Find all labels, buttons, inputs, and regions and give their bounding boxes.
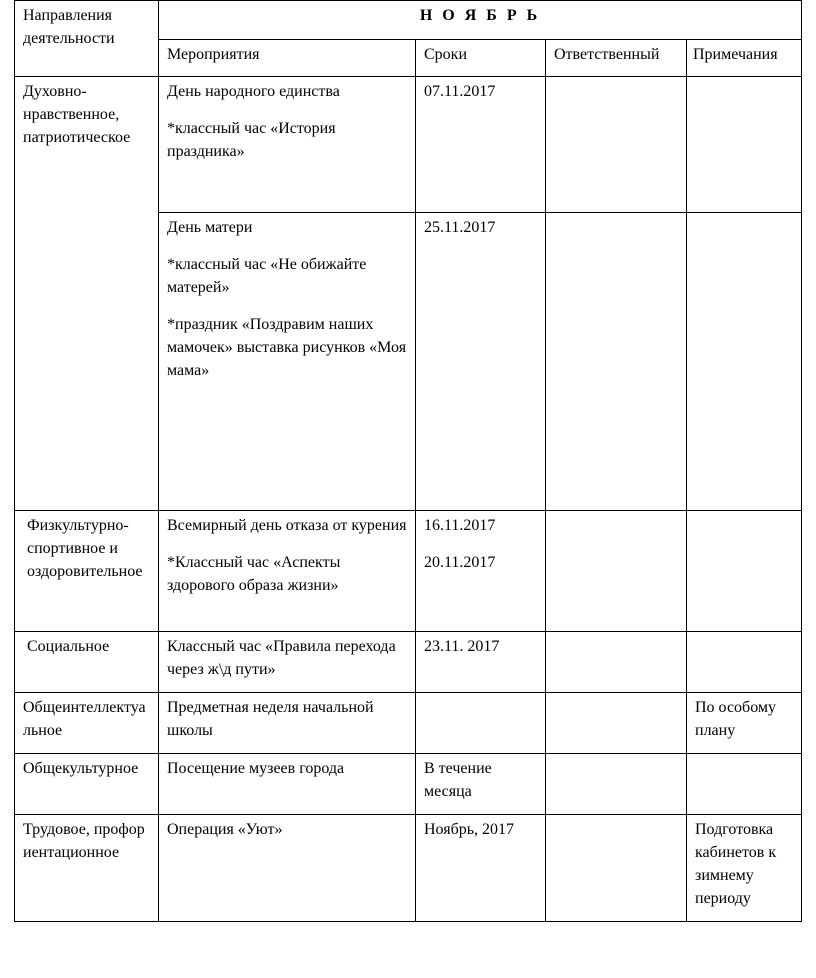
dates-cell <box>416 632 546 693</box>
responsible-cell <box>546 213 687 511</box>
header-row-month <box>15 1 802 40</box>
events-cell <box>159 77 416 213</box>
direction-cell <box>15 632 159 693</box>
responsible-cell <box>546 511 687 632</box>
events-cell <box>159 511 416 632</box>
events-cell <box>159 693 416 754</box>
notes-cell <box>687 754 802 815</box>
events-cell <box>159 213 416 511</box>
direction-cell <box>15 693 159 754</box>
dates-header-cell <box>416 40 546 77</box>
notes-header-cell <box>687 40 802 77</box>
direction-label: Общеинтеллектуальное <box>23 699 146 739</box>
event-line: *классный час «Не обижайте матерей» <box>167 256 367 296</box>
event-line: *Классный час «Аспекты здорового образа жизни» <box>167 554 341 594</box>
notes-value: Подготовка кабинетов к зимнему периоду <box>695 821 777 907</box>
event-line: Классный час «Правила перехода через ж\д пути» <box>167 638 396 678</box>
direction-header-cell <box>15 1 159 77</box>
responsible-cell <box>546 632 687 693</box>
responsible-cell <box>546 754 687 815</box>
event-line: День матери <box>167 219 253 236</box>
event-line: Посещение музеев города <box>167 760 345 777</box>
dates-cell <box>416 815 546 922</box>
date-line: 16.11.2017 <box>424 517 496 534</box>
notes-cell <box>687 77 802 213</box>
direction-label: Физкультурно-спортивное и оздоровительное <box>27 517 143 580</box>
table-row <box>15 815 802 922</box>
event-line: День народного единства <box>167 83 340 100</box>
dates-cell <box>416 511 546 632</box>
dates-cell <box>416 754 546 815</box>
direction-label: Социальное <box>27 638 110 655</box>
month-header-cell <box>159 1 802 40</box>
events-header-label: Мероприятия <box>167 46 260 63</box>
responsible-cell <box>546 815 687 922</box>
notes-cell <box>687 632 802 693</box>
table-row <box>15 754 802 815</box>
notes-cell <box>687 511 802 632</box>
event-line: Операция «Уют» <box>167 821 283 838</box>
notes-cell <box>687 693 802 754</box>
event-line: *праздник «Поздравим наших мамочек» выставка рисунков «Моя мама» <box>167 316 407 379</box>
event-line: Всемирный день отказа от курения <box>167 517 407 534</box>
table-row <box>15 632 802 693</box>
table-row <box>15 77 802 213</box>
date-line: В течение месяца <box>424 760 492 800</box>
direction-label: Общекультурное <box>23 760 139 777</box>
dates-cell <box>416 77 546 213</box>
month-title: Н О Я Б Р Ь <box>419 7 541 24</box>
notes-header-label: Примечания <box>693 46 778 63</box>
date-line: 25.11.2017 <box>424 219 496 236</box>
responsible-cell <box>546 77 687 213</box>
direction-cell <box>15 77 159 511</box>
notes-cell <box>687 213 802 511</box>
date-line: 23.11. 2017 <box>424 638 500 655</box>
direction-cell <box>15 754 159 815</box>
events-cell <box>159 632 416 693</box>
responsible-cell <box>546 693 687 754</box>
direction-cell <box>15 815 159 922</box>
dates-cell <box>416 213 546 511</box>
dates-cell <box>416 693 546 754</box>
date-line: 07.11.2017 <box>424 83 496 100</box>
responsible-header-cell <box>546 40 687 77</box>
notes-cell <box>687 815 802 922</box>
november-plan-table <box>14 0 802 922</box>
event-line: Предметная неделя начальной школы <box>167 699 374 739</box>
notes-value: По особому плану <box>695 699 777 739</box>
table-row <box>15 693 802 754</box>
events-cell <box>159 754 416 815</box>
table-row <box>15 511 802 632</box>
date-line: Ноябрь, 2017 <box>424 821 515 838</box>
direction-label: Духовно-нравственное, патриотическое <box>23 83 131 146</box>
direction-label: Трудовое, профориентационное <box>23 821 145 861</box>
direction-header-label: Направления деятельности <box>23 7 115 47</box>
responsible-header-label: Ответственный <box>554 46 660 63</box>
events-header-cell <box>159 40 416 77</box>
date-line: 20.11.2017 <box>424 554 496 571</box>
events-cell <box>159 815 416 922</box>
dates-header-label: Сроки <box>424 46 468 63</box>
direction-cell <box>15 511 159 632</box>
event-line: *классный час «История праздника» <box>167 120 336 160</box>
